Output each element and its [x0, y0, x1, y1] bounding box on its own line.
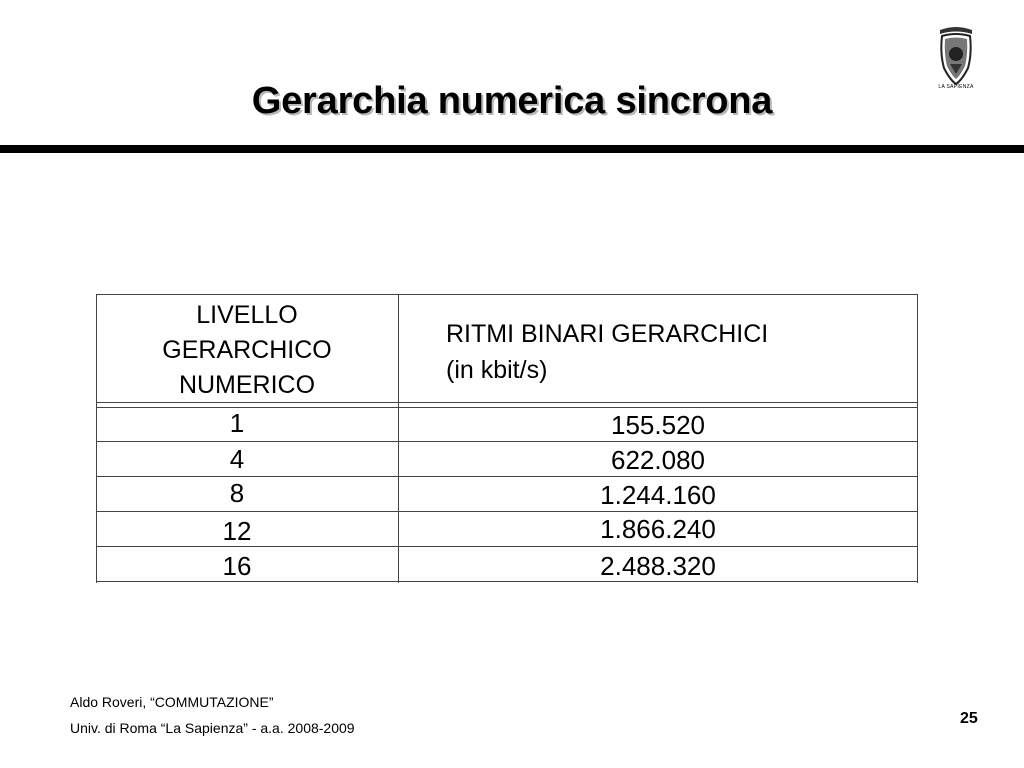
table-row-level: 8 — [229, 478, 245, 508]
table-row-rate: 1.866.240 — [600, 514, 716, 544]
table-row-rate: 2.488.320 — [600, 551, 716, 581]
table-row-rate: 155.520 — [611, 410, 705, 440]
title-divider — [0, 145, 1024, 153]
table-row-level: 4 — [229, 444, 245, 474]
slide-title: Gerarchia numerica sincrona — [251, 80, 773, 122]
table-row-rate: 622.080 — [611, 445, 705, 475]
table-row-level: 1 — [229, 408, 245, 438]
footer-university: Univ. di Roma “La Sapienza” - a.a. 2008-2009 — [70, 720, 355, 736]
logo-caption: LA SAPIENZA — [938, 84, 974, 90]
header-level: LIVELLO GERARCHICO NUMERICO — [162, 301, 332, 399]
hierarchy-table — [96, 294, 918, 583]
page-number: 25 — [960, 710, 978, 727]
table-row-level: 12 — [222, 516, 252, 546]
footer-author: Aldo Roveri, “COMMUTAZIONE” — [70, 694, 274, 710]
table-row-level: 16 — [222, 551, 252, 581]
header-rates: RITMI BINARI GERARCHICI (in kbit/s) — [446, 320, 769, 384]
table-row-rate: 1.244.160 — [600, 480, 716, 510]
